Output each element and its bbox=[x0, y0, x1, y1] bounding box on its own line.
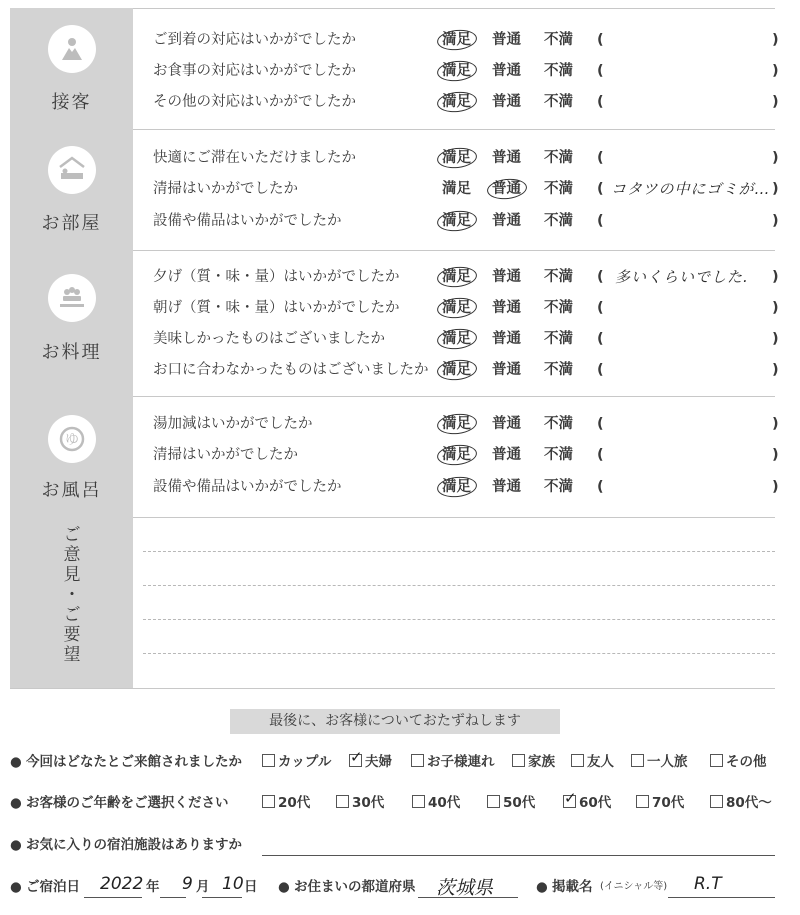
closing-banner: 最後に、お客様についておたずねします bbox=[230, 709, 560, 734]
checkbox-other[interactable]: その他 bbox=[710, 754, 767, 770]
comment-paren-close: ) bbox=[772, 479, 779, 495]
comment-paren-open: ( bbox=[597, 94, 604, 110]
option-normal[interactable]: 普通 bbox=[492, 447, 521, 463]
question-text: 快適にご滞在いただけましたか bbox=[153, 150, 356, 166]
option-normal[interactable]: 普通 bbox=[492, 94, 521, 110]
stay-year-line[interactable] bbox=[84, 897, 142, 898]
question-row bbox=[153, 266, 778, 288]
stay-month-line[interactable] bbox=[160, 897, 186, 898]
option-satisfied[interactable]: 満足 bbox=[442, 297, 471, 319]
checkbox-age-60s[interactable]: ✓ 60代 bbox=[563, 795, 611, 811]
option-unsatisfied[interactable]: 不満 bbox=[544, 362, 573, 378]
meal-dish-icon bbox=[48, 274, 96, 322]
checkbox-box-checked[interactable] bbox=[563, 795, 576, 808]
section-sidebar bbox=[10, 129, 133, 250]
stay-day[interactable]: 10 bbox=[222, 874, 244, 894]
comment-paren-open: ( bbox=[597, 63, 604, 79]
age-row bbox=[10, 792, 780, 814]
question-row bbox=[153, 210, 778, 232]
option-normal[interactable]: 普通 bbox=[492, 300, 521, 316]
checkbox-age-70s[interactable]: 70代 bbox=[636, 795, 684, 811]
option-satisfied[interactable]: 満足 bbox=[442, 210, 471, 232]
checkbox-family[interactable]: 家族 bbox=[512, 754, 555, 770]
opinion-label: ご 意 見 ・ ご 要 望 bbox=[63, 525, 81, 665]
question-row bbox=[153, 60, 778, 82]
section-sidebar bbox=[10, 250, 133, 396]
section-label: お風呂 bbox=[41, 480, 102, 501]
question-text: 夕げ（質・味・量）はいかがでしたか bbox=[153, 269, 400, 285]
bullet: ● bbox=[278, 879, 290, 895]
handwritten-comment: 多いくらいでした. bbox=[615, 268, 749, 286]
checkbox-box[interactable] bbox=[487, 795, 500, 808]
checkbox-box[interactable] bbox=[512, 754, 525, 767]
bullet: ● bbox=[10, 795, 22, 811]
option-satisfied[interactable]: 満足 bbox=[442, 29, 471, 51]
month-unit: 月 bbox=[196, 879, 210, 895]
checkbox-box-checked[interactable] bbox=[349, 754, 362, 767]
option-normal[interactable]: 普通 bbox=[492, 269, 521, 285]
comment-paren-open: ( bbox=[597, 416, 604, 432]
comment-paren-open: ( bbox=[597, 362, 604, 378]
option-unsatisfied[interactable]: 不満 bbox=[544, 416, 573, 432]
opinion-line[interactable] bbox=[143, 619, 775, 620]
comment-paren-open: ( bbox=[597, 479, 604, 495]
checkbox-box[interactable] bbox=[262, 795, 275, 808]
favorite-row bbox=[10, 834, 780, 856]
prefecture-label: お住まいの都道府県 bbox=[294, 879, 416, 895]
favorite-question: お気に入りの宿泊施設はありますか bbox=[26, 837, 242, 853]
question-row bbox=[153, 178, 778, 200]
question-text: 湯加減はいかがでしたか bbox=[153, 416, 313, 432]
stay-month[interactable]: 9 bbox=[182, 874, 193, 894]
question-row bbox=[153, 147, 778, 169]
checkbox-box[interactable] bbox=[412, 795, 425, 808]
comment-paren-close: ) bbox=[772, 94, 779, 110]
service-person-icon bbox=[48, 25, 96, 73]
option-satisfied[interactable]: 満足 bbox=[442, 91, 471, 113]
question-text: お口に合わなかったものはございましたか bbox=[153, 362, 429, 378]
question-row bbox=[153, 328, 778, 350]
section-opinion bbox=[10, 517, 775, 689]
bullet: ● bbox=[10, 754, 22, 770]
option-normal[interactable]: 普通 bbox=[492, 178, 521, 200]
option-unsatisfied[interactable]: 不満 bbox=[544, 32, 573, 48]
companion-question: 今回はどなたとご来館されましたか bbox=[26, 754, 242, 770]
option-normal[interactable]: 普通 bbox=[492, 213, 521, 229]
comment-paren-open: ( bbox=[597, 32, 604, 48]
option-unsatisfied[interactable]: 不満 bbox=[544, 479, 573, 495]
comment-paren-open: ( bbox=[597, 269, 604, 285]
checkbox-friend[interactable]: 友人 bbox=[571, 754, 614, 770]
comment-paren-close: ) bbox=[772, 63, 779, 79]
svg-text:ゆ: ゆ bbox=[65, 432, 79, 448]
option-satisfied[interactable]: 満足 bbox=[442, 60, 471, 82]
day-unit: 日 bbox=[244, 879, 258, 895]
bullet: ● bbox=[10, 879, 22, 895]
section-room bbox=[10, 129, 779, 251]
age-question: お客様のご年齢をご選択ください bbox=[26, 795, 229, 811]
section-bath bbox=[10, 396, 779, 518]
option-unsatisfied[interactable]: 不満 bbox=[544, 269, 573, 285]
checkbox-box[interactable] bbox=[710, 795, 723, 808]
option-satisfied[interactable]: 満足 bbox=[442, 147, 471, 169]
section-meal bbox=[10, 250, 779, 397]
section-label: お部屋 bbox=[41, 213, 102, 234]
listing-name-value[interactable]: R.T bbox=[694, 874, 722, 894]
option-normal[interactable]: 普通 bbox=[492, 63, 521, 79]
comment-paren-open: ( bbox=[597, 181, 604, 197]
handwritten-comment: コタツの中にゴミが… bbox=[611, 180, 771, 198]
comment-paren-close: ) bbox=[772, 362, 779, 378]
comment-paren-open: ( bbox=[597, 447, 604, 463]
prefecture-line[interactable] bbox=[418, 897, 518, 898]
checkbox-age-30s[interactable]: 30代 bbox=[336, 795, 384, 811]
question-text: お食事の対応はいかがでしたか bbox=[153, 63, 356, 79]
checkbox-age-20s[interactable]: 20代 bbox=[262, 795, 310, 811]
question-row bbox=[153, 359, 778, 381]
listing-name-label: 掲載名 bbox=[552, 879, 593, 895]
question-row bbox=[153, 476, 778, 498]
stay-date-label: ご宿泊日 bbox=[26, 879, 80, 895]
option-satisfied[interactable]: 満足 bbox=[442, 181, 471, 197]
option-unsatisfied[interactable]: 不満 bbox=[544, 300, 573, 316]
option-satisfied[interactable]: 満足 bbox=[442, 476, 471, 498]
option-unsatisfied[interactable]: 不満 bbox=[544, 63, 573, 79]
checkbox-box[interactable] bbox=[571, 754, 584, 767]
checkbox-box[interactable] bbox=[631, 754, 644, 767]
checkbox-box[interactable] bbox=[636, 795, 649, 808]
comment-paren-close: ) bbox=[772, 32, 779, 48]
checkbox-solo[interactable]: 一人旅 bbox=[631, 754, 688, 770]
option-normal[interactable]: 普通 bbox=[492, 150, 521, 166]
comment-paren-close: ) bbox=[772, 150, 779, 166]
option-normal[interactable]: 普通 bbox=[492, 362, 521, 378]
listing-name-note: (イニシャル等) bbox=[600, 881, 668, 892]
option-satisfied[interactable]: 満足 bbox=[442, 266, 471, 288]
checkbox-couple[interactable]: カップル bbox=[262, 754, 331, 770]
option-unsatisfied[interactable]: 不満 bbox=[544, 213, 573, 229]
hot-spring-yu-icon bbox=[48, 415, 96, 463]
section-sidebar bbox=[10, 517, 133, 688]
option-satisfied[interactable]: 満足 bbox=[442, 413, 471, 435]
option-satisfied[interactable]: 満足 bbox=[442, 359, 471, 381]
option-normal[interactable]: 普通 bbox=[492, 32, 521, 48]
opinion-line[interactable] bbox=[143, 585, 775, 586]
option-normal[interactable]: 普通 bbox=[492, 416, 521, 432]
question-text: その他の対応はいかがでしたか bbox=[153, 94, 356, 110]
checkbox-age-80s-plus[interactable]: 80代〜 bbox=[710, 795, 772, 811]
stay-day-line[interactable] bbox=[202, 897, 242, 898]
companion-row bbox=[10, 751, 780, 773]
year-unit: 年 bbox=[146, 879, 160, 895]
comment-paren-open: ( bbox=[597, 150, 604, 166]
checkbox-box[interactable] bbox=[336, 795, 349, 808]
section-sidebar bbox=[10, 396, 133, 517]
question-row bbox=[153, 29, 778, 51]
favorite-answer-line[interactable] bbox=[262, 855, 775, 856]
checkbox-married[interactable]: ✓ 夫婦 bbox=[349, 754, 392, 770]
checkbox-age-40s[interactable]: 40代 bbox=[412, 795, 460, 811]
comment-paren-close: ) bbox=[772, 269, 779, 285]
option-unsatisfied[interactable]: 不満 bbox=[544, 447, 573, 463]
checkbox-box[interactable] bbox=[411, 754, 424, 767]
question-text: ご到着の対応はいかがでしたか bbox=[153, 32, 356, 48]
comment-paren-close: ) bbox=[772, 331, 779, 347]
comment-paren-open: ( bbox=[597, 213, 604, 229]
question-text: 美味しかったものはございましたか bbox=[153, 331, 385, 347]
opinion-line[interactable] bbox=[143, 551, 775, 552]
opinion-line[interactable] bbox=[143, 653, 775, 654]
section-label: お料理 bbox=[41, 342, 102, 363]
option-satisfied[interactable]: 満足 bbox=[442, 328, 471, 350]
checkbox-box[interactable] bbox=[262, 754, 275, 767]
question-text: 朝げ（質・味・量）はいかがでしたか bbox=[153, 300, 400, 316]
section-service bbox=[10, 8, 779, 130]
comment-paren-close: ) bbox=[772, 181, 779, 197]
section-label: 接客 bbox=[51, 92, 92, 113]
question-row bbox=[153, 444, 778, 466]
room-futon-icon bbox=[48, 146, 96, 194]
bottom-info-row bbox=[10, 876, 780, 898]
checkbox-with-children[interactable]: お子様連れ bbox=[411, 754, 495, 770]
comment-paren-close: ) bbox=[772, 300, 779, 316]
question-row bbox=[153, 413, 778, 435]
comment-paren-open: ( bbox=[597, 331, 604, 347]
option-normal[interactable]: 普通 bbox=[492, 331, 521, 347]
checkbox-box[interactable] bbox=[710, 754, 723, 767]
checkbox-age-50s[interactable]: 50代 bbox=[487, 795, 535, 811]
option-satisfied[interactable]: 満足 bbox=[442, 444, 471, 466]
option-unsatisfied[interactable]: 不満 bbox=[544, 181, 573, 197]
option-unsatisfied[interactable]: 不満 bbox=[544, 94, 573, 110]
section-sidebar bbox=[10, 8, 133, 129]
question-text: 清掃はいかがでしたか bbox=[153, 447, 298, 463]
listing-name-line[interactable] bbox=[668, 897, 775, 898]
question-text: 設備や備品はいかがでしたか bbox=[153, 213, 342, 229]
comment-paren-open: ( bbox=[597, 300, 604, 316]
comment-paren-close: ) bbox=[772, 447, 779, 463]
question-text: 清掃はいかがでしたか bbox=[153, 181, 298, 197]
prefecture-value[interactable]: 茨城県 bbox=[436, 877, 494, 899]
bullet: ● bbox=[10, 837, 22, 853]
question-row bbox=[153, 297, 778, 319]
option-unsatisfied[interactable]: 不満 bbox=[544, 150, 573, 166]
comment-paren-close: ) bbox=[772, 416, 779, 432]
bullet: ● bbox=[536, 879, 548, 895]
stay-year[interactable]: 2022 bbox=[100, 874, 144, 894]
question-text: 設備や備品はいかがでしたか bbox=[153, 479, 342, 495]
option-normal[interactable]: 普通 bbox=[492, 479, 521, 495]
question-row bbox=[153, 91, 778, 113]
comment-paren-close: ) bbox=[772, 213, 779, 229]
option-unsatisfied[interactable]: 不満 bbox=[544, 331, 573, 347]
